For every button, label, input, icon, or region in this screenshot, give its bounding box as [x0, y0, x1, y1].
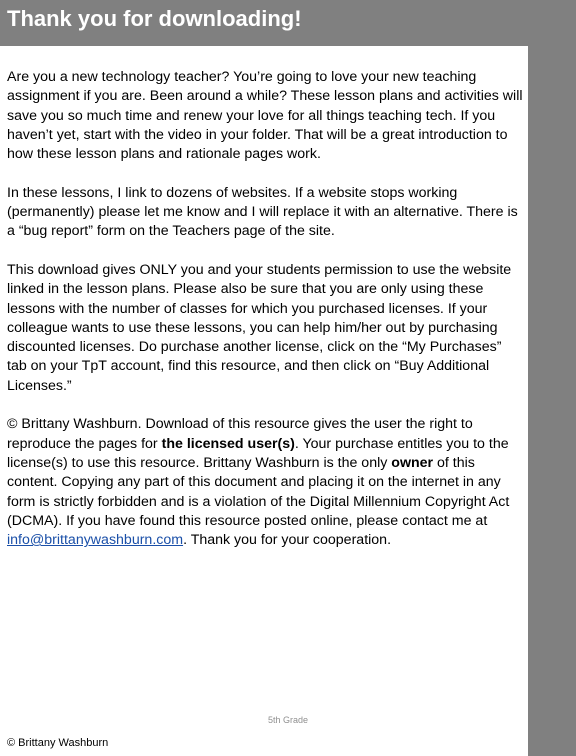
copyright-paragraph [7, 415, 525, 550]
copyright-text-4: . Thank you for your cooperation. [183, 532, 392, 549]
license-paragraph: This download gives ONLY you and your students permission to use the website linked in the lesson plans. Please also be sure that you are only using these lessons with the number of classes for which you purchased licenses. If your colleague wants to use these lessons, you can help him/her out by purchasing discounted licenses. Do purchase another license, click on the “My Purchases” tab on your TpT account, find this resource, and then click on “Buy Additional Licenses.” [7, 261, 512, 394]
grade-label: 5th Grade [267, 715, 309, 725]
title-bar [0, 0, 576, 46]
owner-emphasis: owner [391, 454, 434, 471]
page-title: Thank you for downloading! [7, 6, 302, 31]
body-text [7, 68, 525, 570]
websites-paragraph: In these lessons, I link to dozens of websites. If a website stops working (permanently) please let me know and I will replace it with an alternative. There is a “bug report” form on the Teachers page of the site. [7, 184, 518, 240]
licensed-user-emphasis: the licensed user(s) [161, 435, 295, 452]
contact-email-link[interactable]: info@brittanywashburn.com [7, 532, 184, 549]
copyright-text-2: . Your purchase entitles you to the license(s) to use this resource. Brittany Washburn is the only [7, 435, 509, 471]
intro-paragraph: Are you a new technology teacher? You’re going to love your new teaching assignment if you are. Been around a while? These lesson plans and activities will save you so much time and renew your love for all things teaching tech. If you haven’t yet, start with the video in your folder. That will be a great introduction to how these lesson plans and rationale pages work. [7, 69, 523, 163]
copyright-text-1: © Brittany Washburn. Download of this resource gives the user the right to reproduce the pages for [7, 416, 473, 452]
copyright-text-3: of this content. Copying any part of this document and placing it on the internet in any form is strictly forbidden and is a violation of the Digital Millennium Copyright Act (DCMA). If you have found this resource posted online, please contact me at [7, 454, 510, 529]
footer-copyright: © Brittany Washburn [7, 737, 109, 749]
